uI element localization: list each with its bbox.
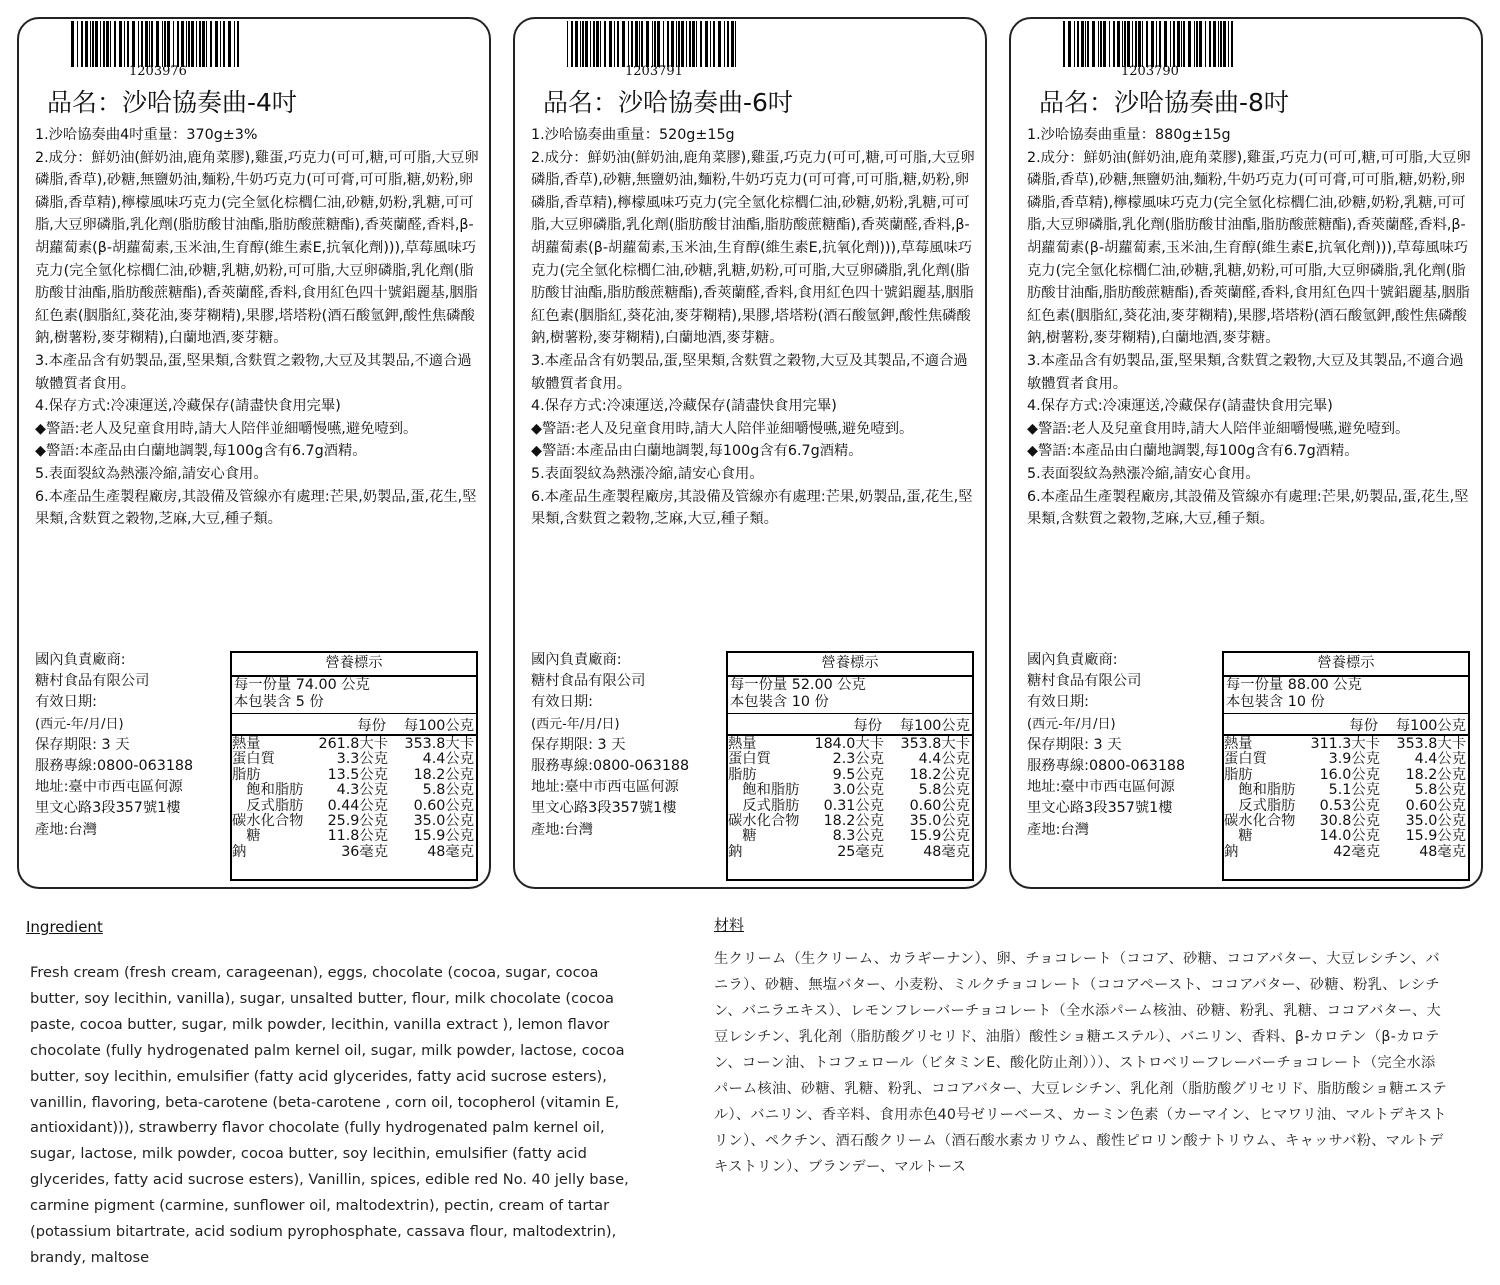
storage-note: 4.保存方式:冷凍運送,冷藏保存(請盡快食用完畢): [1027, 398, 1333, 415]
value-per-serving: 0.53公克: [1319, 797, 1380, 814]
nutrient-name: 脂肪: [232, 766, 261, 783]
manufacturer-info: [35, 650, 235, 841]
nutrition-header: [1224, 714, 1468, 736]
facility-note: 6.本產品生產製程廠房,其設備及管線亦有處理:芒果,奶製品,蛋,花生,堅果類,含麩質之穀物,芝麻,大豆,種子類。: [35, 488, 477, 528]
nutrition-title: 營養標示: [232, 653, 476, 677]
manufacturer-info: [531, 650, 731, 841]
value-per-serving: 14.0公克: [1319, 828, 1380, 845]
expiry-label: 有效日期:: [531, 694, 594, 711]
value-per-100g: 18.2公克: [909, 766, 970, 783]
value-per-serving: 3.0公克: [832, 782, 884, 799]
nutrition-row: [728, 752, 972, 767]
col-per-serving: 每份: [1349, 718, 1378, 734]
value-per-100g: 5.8公克: [422, 782, 474, 799]
value-per-serving: 4.3公克: [336, 782, 388, 799]
product-name: 品名：沙哈協奏曲-8吋: [1039, 88, 1289, 117]
nutrient-name: 熱量: [728, 736, 757, 752]
nutrient-name: 糖: [1224, 828, 1253, 845]
nutrition-row: [728, 799, 972, 814]
value-per-100g: 0.60公克: [1405, 797, 1466, 814]
origin: 產地:台灣: [35, 821, 98, 838]
nutrition-rows: [232, 736, 476, 860]
barcode: [71, 21, 249, 67]
storage-note: 4.保存方式:冷凍運送,冷藏保存(請盡快食用完畢): [35, 398, 341, 415]
nutrition-table: [1222, 651, 1470, 881]
ingredients: 2.成分：鮮奶油(鮮奶油,鹿角菜膠),雞蛋,巧克力(可可,糖,可可脂,大豆卵磷脂,香草),砂糖,無鹽奶油,麵粉,牛奶巧克力(可可膏,可可脂,糖,奶粉,卵磷脂,香草精),檸檬風味巧克力(完全氫化棕櫚仁油,砂糖,奶粉,乳糖,可可脂,大豆卵磷脂,乳化劑(脂肪酸甘油酯,脂肪酸蔗糖酯),香莢蘭醛,香料,β-胡蘿蔔素(β-胡蘿蔔素,玉米油,生育醇(維生素E,抗氧化劑))),草莓風味巧克力(完全氫化棕櫚仁油,砂糖,乳糖,奶粉,可可脂,大豆卵磷脂,乳化劑(脂肪酸甘油酯,脂肪酸蔗糖酯),香莢蘭醛,香料,食用紅色四十號鋁麗基,胭脂紅色素(胭脂紅,葵花油,麥芽糊精),果膠,塔塔粉(酒石酸氫鉀,酸性焦磷酸鈉,樹薯粉,麥芽糊精),白蘭地酒,麥芽糖。: [35, 149, 479, 347]
value-per-serving: 5.1公克: [1328, 782, 1380, 799]
weight: 1.沙哈協奏曲重量：880g±15g: [1027, 127, 1231, 143]
serving-size: 每一份量 88.00 公克: [1226, 677, 1362, 693]
allergen-note: 3.本產品含有奶製品,蛋,堅果類,含麩質之穀物,大豆及其製品,不適合過敏體質者食用。: [35, 352, 472, 392]
address-line1: 地址:臺中市西屯區何源: [1027, 779, 1175, 796]
address-line2: 里文心路3段357號1樓: [531, 800, 677, 817]
value-per-serving: 0.44公克: [327, 797, 388, 814]
label-8inch: [1009, 17, 1483, 889]
nutrient-name: 脂肪: [728, 766, 757, 783]
nutrition-row: [232, 783, 476, 798]
warning-alcohol: ◆警語:本產品由白蘭地調製,每100g含有6.7g酒精。: [531, 443, 863, 460]
allergen-note: 3.本產品含有奶製品,蛋,堅果類,含麩質之穀物,大豆及其製品,不適合過敏體質者食用。: [1027, 352, 1464, 392]
nutrition-row: [232, 829, 476, 844]
value-per-100g: 353.8大卡: [404, 736, 474, 752]
nutrition-row: [232, 752, 476, 767]
value-per-serving: 3.3公克: [336, 751, 388, 768]
nutrient-name: 反式脂肪: [232, 797, 304, 814]
value-per-serving: 42毫克: [1333, 843, 1380, 860]
value-per-100g: 15.9公克: [1405, 828, 1466, 845]
nutrition-rows: [728, 736, 972, 860]
nutrient-name: 飽和脂肪: [728, 782, 800, 799]
nutrition-row: [1224, 752, 1468, 767]
value-per-serving: 9.5公克: [832, 766, 884, 783]
nutrition-row: [728, 768, 972, 783]
ingredients: 2.成分：鮮奶油(鮮奶油,鹿角菜膠),雞蛋,巧克力(可可,糖,可可脂,大豆卵磷脂,香草),砂糖,無鹽奶油,麵粉,牛奶巧克力(可可膏,可可脂,糖,奶粉,卵磷脂,香草精),檸檬風味巧克力(完全氫化棕櫚仁油,砂糖,奶粉,乳糖,可可脂,大豆卵磷脂,乳化劑(脂肪酸甘油酯,脂肪酸蔗糖酯),香莢蘭醛,香料,β-胡蘿蔔素(β-胡蘿蔔素,玉米油,生育醇(維生素E,抗氧化劑))),草莓風味巧克力(完全氫化棕櫚仁油,砂糖,乳糖,奶粉,可可脂,大豆卵磷脂,乳化劑(脂肪酸甘油酯,脂肪酸蔗糖酯),香莢蘭醛,香料,食用紅色四十號鋁麗基,胭脂紅色素(胭脂紅,葵花油,麥芽糊精),果膠,塔塔粉(酒石酸氫鉀,酸性焦磷酸鈉,樹薯粉,麥芽糊精),白蘭地酒,麥芽糖。: [531, 149, 975, 347]
value-per-serving: 0.31公克: [823, 797, 884, 814]
barcode-number: 1203790: [1121, 64, 1179, 79]
warning-choking: ◆警語:老人及兒童食用時,請大人陪伴並細嚼慢嚥,避免噎到。: [35, 420, 418, 437]
surface-note: 5.表面裂紋為熱漲冷縮,請安心食用。: [1027, 465, 1260, 482]
serving-size: 每一份量 52.00 公克: [730, 677, 866, 693]
warning-alcohol: ◆警語:本產品由白蘭地調製,每100g含有6.7g酒精。: [35, 443, 367, 460]
col-per-100g: 每100公克: [899, 718, 970, 734]
value-per-100g: 18.2公克: [1405, 766, 1466, 783]
value-per-100g: 353.8大卡: [900, 736, 970, 752]
nutrient-name: 蛋白質: [232, 751, 275, 768]
nutrition-header: [728, 714, 972, 736]
serving-count: 本包裝含 10 份: [730, 694, 829, 710]
value-per-serving: 8.3公克: [832, 828, 884, 845]
value-per-100g: 15.9公克: [909, 828, 970, 845]
nutrient-name: 鈉: [1224, 843, 1239, 860]
shelf-life: 保存期限: 3 天: [35, 736, 130, 753]
weight: 1.沙哈協奏曲重量：520g±15g: [531, 127, 735, 143]
nutrient-name: 糖: [232, 828, 261, 845]
nutrition-title: 營養標示: [728, 653, 972, 677]
warning-choking: ◆警語:老人及兒童食用時,請大人陪伴並細嚼慢嚥,避免噎到。: [531, 420, 914, 437]
nutrition-row: [1224, 768, 1468, 783]
allergen-note: 3.本產品含有奶製品,蛋,堅果類,含麩質之穀物,大豆及其製品,不適合過敏體質者食用。: [531, 352, 968, 392]
value-per-serving: 13.5公克: [327, 766, 388, 783]
nutrient-name: 脂肪: [1224, 766, 1253, 783]
barcode: [567, 21, 745, 67]
value-per-100g: 0.60公克: [413, 797, 474, 814]
value-per-100g: 4.4公克: [918, 751, 970, 768]
value-per-100g: 5.8公克: [918, 782, 970, 799]
nutrition-row: [1224, 845, 1468, 860]
mfr-name: 糖村食品有限公司: [1027, 673, 1142, 690]
warning-alcohol: ◆警語:本產品由白蘭地調製,每100g含有6.7g酒精。: [1027, 443, 1359, 460]
mfr-name: 糖村食品有限公司: [531, 673, 646, 690]
address-line2: 里文心路3段357號1樓: [1027, 800, 1173, 817]
nutrient-name: 碳水化合物: [232, 812, 304, 829]
nutrition-title: 營養標示: [1224, 653, 1468, 677]
surface-note: 5.表面裂紋為熱漲冷縮,請安心食用。: [531, 465, 764, 482]
label-body: [35, 124, 485, 531]
nutrition-row: [1224, 829, 1468, 844]
hotline: 服務專線:0800-063188: [1027, 758, 1186, 775]
label-body: [531, 124, 981, 531]
nutrient-name: 碳水化合物: [728, 812, 800, 829]
nutrient-name: 飽和脂肪: [232, 782, 304, 799]
value-per-100g: 353.8大卡: [1396, 736, 1466, 752]
nutrient-name: 反式脂肪: [728, 797, 800, 814]
nutrition-rows: [1224, 736, 1468, 860]
nutrition-header: [232, 714, 476, 736]
nutrient-name: 蛋白質: [1224, 751, 1267, 768]
value-per-100g: 35.0公克: [909, 812, 970, 829]
nutrient-name: 熱量: [1224, 736, 1253, 752]
value-per-100g: 0.60公克: [909, 797, 970, 814]
col-per-serving: 每份: [357, 718, 386, 734]
address-line1: 地址:臺中市西屯區何源: [531, 779, 679, 796]
nutrient-name: 熱量: [232, 736, 261, 752]
value-per-serving: 30.8公克: [1319, 812, 1380, 829]
value-per-100g: 4.4公克: [1414, 751, 1466, 768]
value-per-serving: 184.0大卡: [814, 736, 884, 752]
nutrient-name: 反式脂肪: [1224, 797, 1296, 814]
facility-note: 6.本產品生產製程廠房,其設備及管線亦有處理:芒果,奶製品,蛋,花生,堅果類,含麩質之穀物,芝麻,大豆,種子類。: [1027, 488, 1469, 528]
address-line2: 里文心路3段357號1樓: [35, 800, 181, 817]
nutrition-row: [728, 783, 972, 798]
serving-info: [1224, 677, 1468, 714]
nutrient-name: 鈉: [728, 843, 743, 860]
japanese-heading: 材料: [714, 916, 745, 934]
value-per-serving: 18.2公克: [823, 812, 884, 829]
value-per-100g: 15.9公克: [413, 828, 474, 845]
serving-count: 本包裝含 10 份: [1226, 694, 1325, 710]
nutrient-name: 蛋白質: [728, 751, 771, 768]
value-per-serving: 36毫克: [341, 843, 388, 860]
value-per-serving: 11.8公克: [327, 828, 388, 845]
barcode: [1063, 21, 1241, 67]
nutrition-row: [728, 845, 972, 860]
mfr-label: 國內負責廠商:: [1027, 652, 1118, 668]
serving-count: 本包裝含 5 份: [234, 694, 324, 710]
barcode-number: 1203976: [129, 64, 187, 79]
hotline: 服務專線:0800-063188: [35, 758, 194, 775]
expiry-label: 有效日期:: [35, 694, 98, 711]
weight: 1.沙哈協奏曲4吋重量：370g±3%: [35, 127, 258, 143]
col-per-100g: 每100公克: [403, 718, 474, 734]
value-per-100g: 35.0公克: [413, 812, 474, 829]
nutrient-name: 飽和脂肪: [1224, 782, 1296, 799]
value-per-100g: 48毫克: [427, 843, 474, 860]
mfr-label: 國內負責廠商:: [35, 652, 126, 668]
english-heading: Ingredient: [26, 918, 103, 936]
value-per-100g: 4.4公克: [422, 751, 474, 768]
nutrition-table: [230, 651, 478, 881]
value-per-serving: 311.3大卡: [1310, 736, 1380, 752]
nutrition-table: [726, 651, 974, 881]
storage-note: 4.保存方式:冷凍運送,冷藏保存(請盡快食用完畢): [531, 398, 837, 415]
value-per-100g: 18.2公克: [413, 766, 474, 783]
nutrition-row: [232, 845, 476, 860]
mfr-name: 糖村食品有限公司: [35, 673, 150, 690]
ingredients: 2.成分：鮮奶油(鮮奶油,鹿角菜膠),雞蛋,巧克力(可可,糖,可可脂,大豆卵磷脂,香草),砂糖,無鹽奶油,麵粉,牛奶巧克力(可可膏,可可脂,糖,奶粉,卵磷脂,香草精),檸檬風味巧克力(完全氫化棕櫚仁油,砂糖,奶粉,乳糖,可可脂,大豆卵磷脂,乳化劑(脂肪酸甘油酯,脂肪酸蔗糖酯),香莢蘭醛,香料,β-胡蘿蔔素(β-胡蘿蔔素,玉米油,生育醇(維生素E,抗氧化劑))),草莓風味巧克力(完全氫化棕櫚仁油,砂糖,乳糖,奶粉,可可脂,大豆卵磷脂,乳化劑(脂肪酸甘油酯,脂肪酸蔗糖酯),香莢蘭醛,香料,食用紅色四十號鋁麗基,胭脂紅色素(胭脂紅,葵花油,麥芽糊精),果膠,塔塔粉(酒石酸氫鉀,酸性焦磷酸鈉,樹薯粉,麥芽糊精),白蘭地酒,麥芽糖。: [1027, 149, 1471, 347]
value-per-100g: 48毫克: [923, 843, 970, 860]
manufacturer-info: [1027, 650, 1227, 841]
shelf-life: 保存期限: 3 天: [1027, 736, 1122, 753]
date-format: (西元-年/月/日): [1027, 716, 1116, 732]
address-line1: 地址:臺中市西屯區何源: [35, 779, 183, 796]
expiry-label: 有效日期:: [1027, 694, 1090, 711]
label-4inch: [17, 17, 491, 889]
shelf-life: 保存期限: 3 天: [531, 736, 626, 753]
japanese-ingredients: 生クリーム（生クリーム、カラギーナン）、卵、チョコレート（ココア、砂糖、ココアバター、大豆レシチン、バニラ）、砂糖、無塩バター、小麦粉、ミルクチョコレート（ココアペースト、ココアバター、砂糖、粉乳、レシチン、バニラエキス）、レモンフレーバーチョコレート（全水添パーム核油、砂糖、粉乳、乳糖、ココアバター、大豆レシチン、乳化剤（脂肪酸グリセリド、油脂）酸性ショ糖エステル）、バニリン、香料、β-カロテン（β-カロテン、コーン油、トコフェロール（ビタミンE、酸化防止剤）））、ストロベリーフレーバーチョコレート（完全水添パーム核油、砂糖、乳糖、粉乳、ココアバター、大豆レシチン、乳化剤（脂肪酸グリセリド、脂肪酸ショ糖エステル）、バニリン、香辛料、食用赤色40号ゼリーベース、カーミン色素（カーマイン、ヒマワリ油、マルトデキストリン）、ペクチン、酒石酸クリーム（酒石酸水素カリウム、酸性ピロリン酸ナトリウム、キャッサバ粉、マルトデキストリン）、ブランデー、マルトース: [714, 951, 1447, 1175]
surface-note: 5.表面裂紋為熱漲冷縮,請安心食用。: [35, 465, 268, 482]
value-per-serving: 3.9公克: [1328, 751, 1380, 768]
value-per-serving: 25毫克: [837, 843, 884, 860]
serving-info: [728, 677, 972, 714]
hotline: 服務專線:0800-063188: [531, 758, 690, 775]
value-per-serving: 16.0公克: [1319, 766, 1380, 783]
barcode-number: 1203791: [625, 64, 683, 79]
origin: 產地:台灣: [531, 821, 594, 838]
english-ingredients: Fresh cream (fresh cream, carageenan), eggs, chocolate (cocoa, sugar, cocoa butter, soy lecithin, vanilla), sugar, unsalted butter, flour, milk chocolate (cocoa paste, cocoa butter, sugar, milk powder, lecithin, vanilla extract ), lemon flavor chocolate (fully hydrogenated palm kernel oil, sugar, milk powder, lactose, cocoa butter, soy lecithin, emulsifier (fatty acid glycerides, fatty acid sucrose esters), vanillin, flavoring, beta-carotene (beta-carotene , corn oil, tocopherol (vitamin E, antioxidant))), strawberry flavor chocolate (fully hydrogenated palm kernel oil, sugar, lactose, milk powder, cocoa butter, soy lecithin, emulsifier (fatty acid glycerides, fatty acid sucrose esters), Vanillin, spices, edible red No. 40 jelly base, carmine pigment (carmine, sunflower oil, maltodextrin), pectin, cream of tartar (potassium bitartrate, acid sodium pyrophosphate, cassava flour, maltodextrin), brandy, maltose: [30, 964, 629, 1266]
value-per-serving: 261.8大卡: [318, 736, 388, 752]
date-format: (西元-年/月/日): [531, 716, 620, 732]
facility-note: 6.本產品生產製程廠房,其設備及管線亦有處理:芒果,奶製品,蛋,花生,堅果類,含麩質之穀物,芝麻,大豆,種子類。: [531, 488, 973, 528]
value-per-100g: 5.8公克: [1414, 782, 1466, 799]
nutrition-row: [1224, 783, 1468, 798]
value-per-serving: 25.9公克: [327, 812, 388, 829]
serving-size: 每一份量 74.00 公克: [234, 677, 370, 693]
nutrient-name: 鈉: [232, 843, 247, 860]
value-per-100g: 35.0公克: [1405, 812, 1466, 829]
col-per-100g: 每100公克: [1395, 718, 1466, 734]
serving-info: [232, 677, 476, 714]
origin: 產地:台灣: [1027, 821, 1090, 838]
col-per-serving: 每份: [853, 718, 882, 734]
mfr-label: 國內負責廠商:: [531, 652, 622, 668]
nutrient-name: 糖: [728, 828, 757, 845]
label-body: [1027, 124, 1477, 531]
nutrition-row: [232, 768, 476, 783]
warning-choking: ◆警語:老人及兒童食用時,請大人陪伴並細嚼慢嚥,避免噎到。: [1027, 420, 1410, 437]
label-6inch: [513, 17, 987, 889]
value-per-100g: 48毫克: [1419, 843, 1466, 860]
product-name: 品名：沙哈協奏曲-4吋: [47, 88, 297, 117]
nutrition-row: [728, 829, 972, 844]
nutrition-row: [232, 799, 476, 814]
date-format: (西元-年/月/日): [35, 716, 124, 732]
value-per-serving: 2.3公克: [832, 751, 884, 768]
nutrition-row: [1224, 799, 1468, 814]
nutrient-name: 碳水化合物: [1224, 812, 1296, 829]
product-name: 品名：沙哈協奏曲-6吋: [543, 88, 793, 117]
